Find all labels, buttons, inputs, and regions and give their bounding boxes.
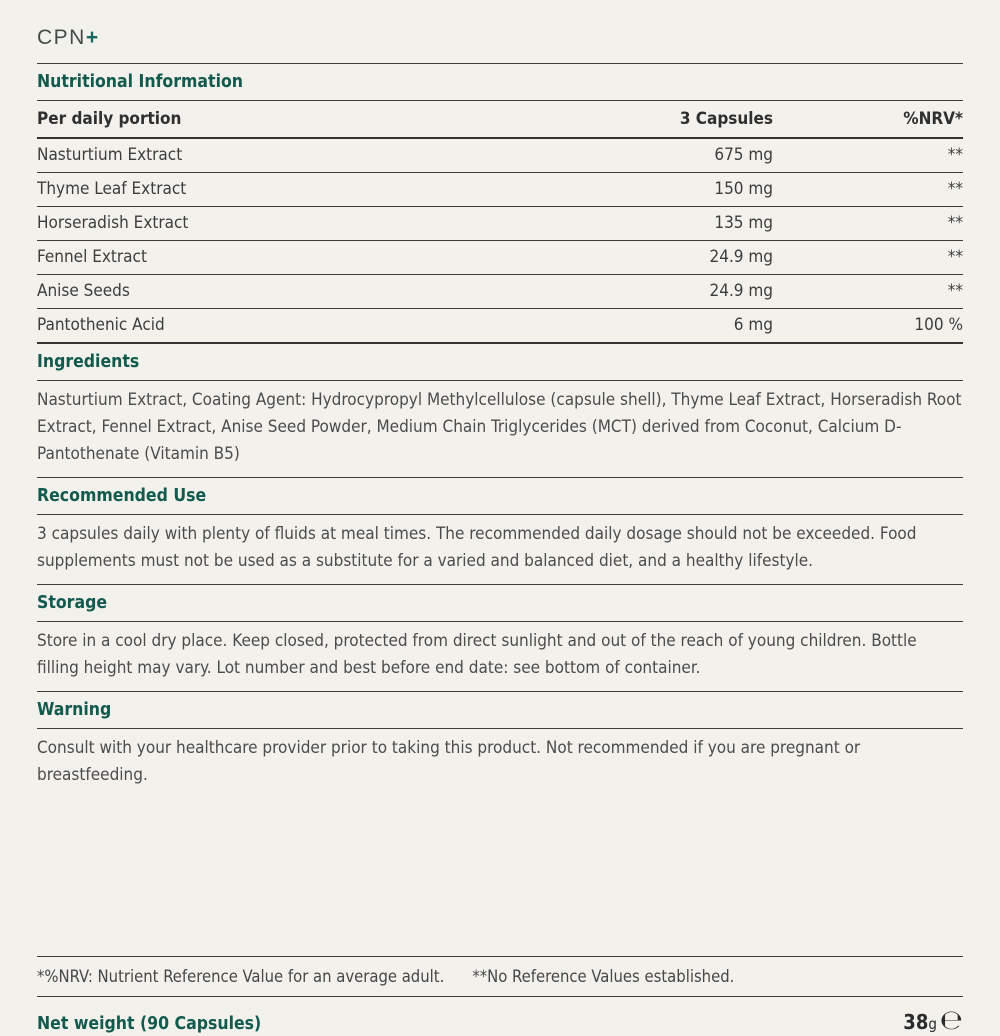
nutrient-nrv: ** <box>773 241 963 275</box>
nutrient-amount: 24.9 mg <box>558 275 773 309</box>
column-header-3-capsules: 3 Capsules <box>558 101 773 138</box>
nutrient-nrv: ** <box>773 275 963 309</box>
nutrient-name: Horseradish Extract <box>37 207 558 241</box>
nutrient-name: Fennel Extract <box>37 241 558 275</box>
table-row <box>37 275 963 309</box>
net-weight-label: Net weight (90 Capsules) <box>37 1014 262 1034</box>
nutrient-amount: 24.9 mg <box>558 241 773 275</box>
nutrient-nrv: ** <box>773 173 963 207</box>
net-weight-value <box>903 1005 963 1036</box>
column-header-nrv: %NRV* <box>773 101 963 138</box>
ingredients-title: Ingredients <box>37 344 963 381</box>
nutrient-nrv: ** <box>773 138 963 173</box>
recommended-use-title: Recommended Use <box>37 478 963 515</box>
recommended-use-text: 3 capsules daily with plenty of fluids at meal times. The recommended daily dosage should not be exceeded. Food supplements must not be used as a substitute for a varied and balanced diet, and a healthy lifestyle. <box>37 515 963 585</box>
footnotes <box>37 956 963 997</box>
warning-text: Consult with your healthcare provider prior to taking this product. Not recommended if you are pregnant or breastfeeding. <box>37 738 861 785</box>
nutrient-name: Thyme Leaf Extract <box>37 173 558 207</box>
column-header-per-daily-portion: Per daily portion <box>37 101 558 138</box>
nutrient-name: Anise Seeds <box>37 275 558 309</box>
brand-plus-icon: + <box>85 26 99 49</box>
ingredients-text: Nasturtium Extract, Coating Agent: Hydrocypropyl Methylcellulose (capsule shell), Thyme Leaf Extract, Horseradish Root Extract, Fennel Extract, Anise Seed Powder, Medium Chain Triglycerides (MCT) derived from Coconut, Calcium D-Pantothenate (Vitamin B5) <box>37 381 963 478</box>
footnote-no-reference: **No Reference Values established. <box>472 967 735 986</box>
empty-space <box>37 798 963 956</box>
nutrition-table <box>37 101 963 344</box>
table-row <box>37 207 963 241</box>
table-row <box>37 241 963 275</box>
brand-logo <box>37 26 963 52</box>
storage-text: Store in a cool dry place. Keep closed, protected from direct sunlight and out of the reach of young children. Bottle filling height may vary. Lot number and best before end date: see bottom of container. <box>37 622 963 692</box>
estimated-sign-icon: ℮ <box>939 1005 963 1036</box>
weight-unit: g <box>928 1015 937 1033</box>
supplement-label <box>37 26 963 1034</box>
nutrient-nrv: ** <box>773 207 963 241</box>
nutrient-name: Pantothenic Acid <box>37 309 558 344</box>
warning-title: Warning <box>37 692 963 729</box>
table-row <box>37 138 963 173</box>
nutrient-amount: 6 mg <box>558 309 773 344</box>
storage-title: Storage <box>37 585 963 622</box>
table-row <box>37 309 963 344</box>
nutrient-nrv: 100 % <box>773 309 963 344</box>
table-row <box>37 173 963 207</box>
footer <box>37 997 963 1034</box>
nutritional-information-title: Nutritional Information <box>37 64 963 101</box>
brand-name: CPN <box>37 26 86 49</box>
nutrient-amount: 675 mg <box>558 138 773 173</box>
nutrient-amount: 135 mg <box>558 207 773 241</box>
footnote-nrv: *%NRV: Nutrient Reference Value for an average adult. <box>37 967 445 986</box>
weight-number: 38 <box>903 1010 929 1034</box>
nutrient-amount: 150 mg <box>558 173 773 207</box>
table-header-row <box>37 101 963 138</box>
nutrient-name: Nasturtium Extract <box>37 138 558 173</box>
